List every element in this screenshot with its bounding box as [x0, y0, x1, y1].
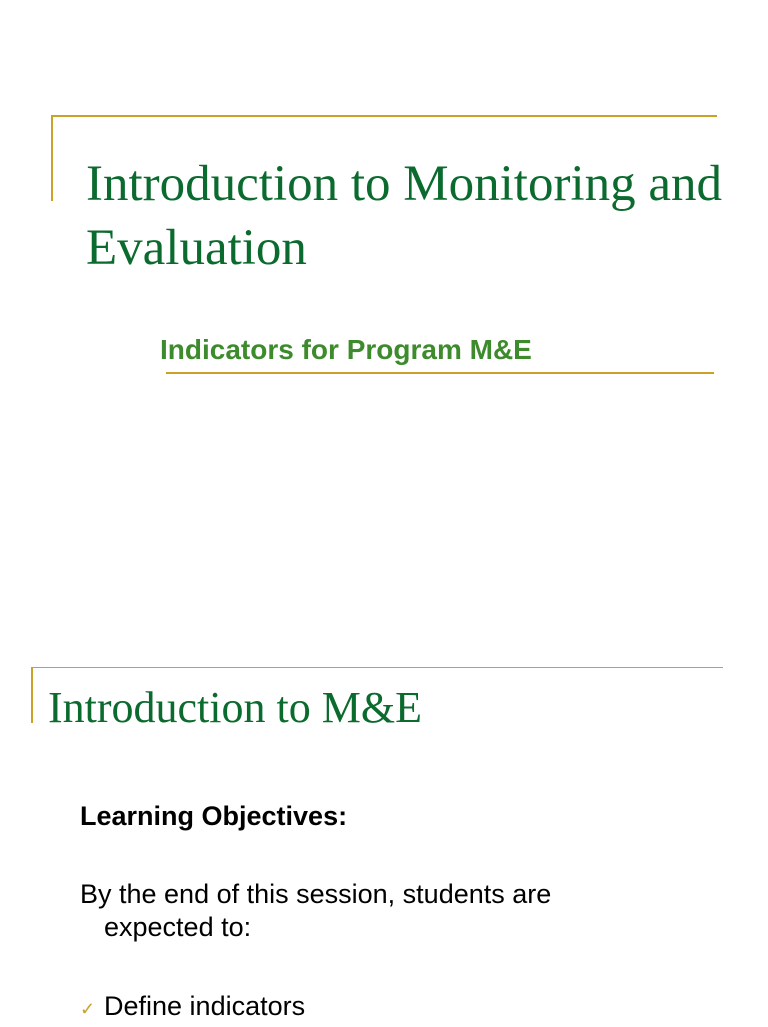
list-item [80, 988, 680, 1027]
session-intro-text: By the end of this session, students are expected to: [80, 879, 552, 942]
title-frame-top-rule [51, 115, 717, 117]
objectives-list [80, 988, 680, 1027]
slide-subtitle: Indicators for Program M&E [160, 334, 532, 365]
title-frame-left-rule [51, 115, 53, 201]
list-item-text: Define indicators [104, 991, 306, 1021]
title-frame-top-rule [31, 667, 723, 668]
subtitle-underline-rule [166, 372, 714, 374]
slide-title: Introduction to Monitoring and Evaluation [86, 156, 723, 276]
slide-title: Introduction to M&E [48, 683, 422, 732]
slide-2 [0, 640, 768, 1024]
title-frame-left-rule [31, 667, 33, 723]
check-icon: ✓ [80, 999, 96, 1019]
learning-objectives-heading: Learning Objectives: [80, 801, 348, 831]
